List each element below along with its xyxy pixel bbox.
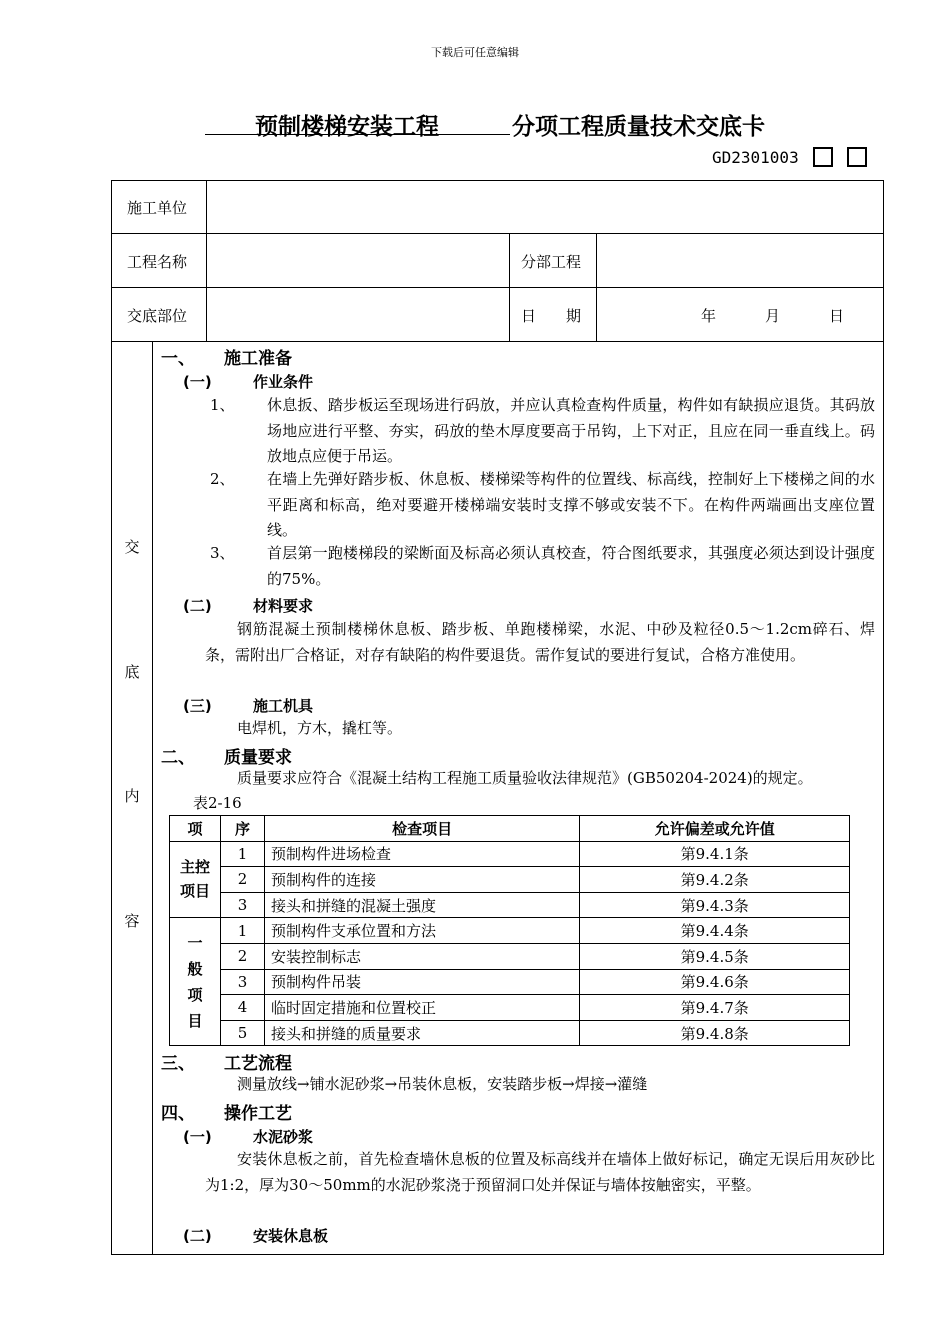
header-seq: 序 [220, 816, 264, 842]
cell-item: 接头和拼缝的混凝土强度 [264, 892, 579, 918]
table-row [170, 969, 850, 995]
cell-seq: 3 [220, 892, 264, 918]
date-day-label: 日 [829, 307, 845, 325]
row-divider [111, 341, 884, 342]
section-1-title: 施工准备 [224, 349, 292, 369]
subsection-4b-title: 安装休息板 [253, 1227, 329, 1245]
section-2-title: 质量要求 [224, 748, 292, 768]
section-2-text: 质量要求应符合《混凝土结构工程施工质量验收法律规范》(GB50204-2024)的规定。 [237, 769, 813, 787]
section-3-number: 三、 [161, 1054, 195, 1074]
checkbox-1[interactable] [813, 147, 833, 167]
table-caption: 表2-16 [193, 794, 242, 812]
group-general-label: 一般项目 [187, 933, 203, 1030]
table-row [170, 1020, 850, 1046]
table-row [170, 867, 850, 893]
cell-seq: 2 [220, 867, 264, 893]
cell-seq: 1 [220, 841, 264, 867]
cell-item: 接头和拼缝的质量要求 [264, 1020, 579, 1046]
cell-item: 预制构件的连接 [264, 867, 579, 893]
cell-item: 预制构件吊装 [264, 969, 579, 995]
cell-value: 第9.4.6条 [580, 969, 850, 995]
download-note: 下载后可任意编辑 [431, 46, 519, 59]
subsection-1c-number: (三) [183, 697, 212, 715]
item-2-text: 在墙上先弹好踏步板、休息板、楼梯梁等构件的位置线、标高线，控制好上下楼梯之间的水平距离和标高，绝对要避开楼梯端安装时支撑不够或安装不下。在构件两端画出支座位置线。 [267, 470, 875, 539]
col-divider [596, 233, 597, 341]
side-column-divider [152, 341, 153, 1255]
item-3-text: 首层第一跑楼梯段的梁断面及标高必须认真校查，符合图纸要求，其强度必须达到设计强度的75%。 [267, 544, 875, 588]
cell-seq: 2 [220, 943, 264, 969]
title-project-name: 预制楼梯安装工程 [255, 114, 439, 140]
cell-seq: 3 [220, 969, 264, 995]
col-divider [509, 233, 510, 341]
subsection-1a-number: (一) [183, 373, 212, 391]
group-general [170, 918, 221, 1046]
subsection-1a-title: 作业条件 [253, 373, 314, 391]
side-label-char: 容 [124, 912, 140, 930]
cell-seq: 5 [220, 1020, 264, 1046]
subsection-4a-number: (一) [183, 1128, 212, 1146]
cell-value: 第9.4.3条 [580, 892, 850, 918]
side-label-char: 底 [124, 663, 140, 681]
cell-seq: 1 [220, 918, 264, 944]
construction-unit-label: 施工单位 [127, 199, 188, 217]
cell-seq: 4 [220, 995, 264, 1021]
cell-item: 临时固定措施和位置校正 [264, 995, 579, 1021]
date-month-label: 月 [765, 307, 781, 325]
group-main-control [170, 841, 221, 918]
cell-value: 第9.4.7条 [580, 995, 850, 1021]
table-row [170, 841, 850, 867]
subsection-1b-title: 材料要求 [253, 597, 314, 615]
subsection-1b-number: (二) [183, 597, 212, 615]
table-row [170, 918, 850, 944]
date-year-label: 年 [701, 307, 717, 325]
section-1-number: 一、 [161, 349, 195, 369]
section-3-text: 测量放线→铺水泥砂浆→吊装休息板，安装踏步板→焊接→灌缝 [237, 1075, 648, 1093]
row-divider [111, 233, 884, 234]
subsection-4a-text: 安装休息板之前，首先检查墙休息板的位置及标高线并在墙体上做好标记，确定无误后用灰砂比为1:2，厚为30～50mm的水泥砂浆浇于预留洞口处并保证与墙体按触密实，平整。 [205, 1150, 875, 1194]
side-label-char: 内 [124, 787, 140, 805]
header-item: 检查项目 [264, 816, 579, 842]
subsection-1b-text: 钢筋混凝土预制楼梯休息板、踏步板、单跑楼梯梁，水泥、中砂及粒径0.5～1.2cm碎石、焊条，需附出厂合格证，对存有缺陷的构件要退货。需作复试的要进行复试，合格方准使用。 [205, 620, 875, 664]
table-header-row [170, 816, 850, 842]
item-3-number: 3、 [210, 544, 235, 562]
section-4-number: 四、 [161, 1104, 195, 1124]
subsection-4a-title: 水泥砂浆 [253, 1128, 314, 1146]
subsection-4b-number: (二) [183, 1227, 212, 1245]
group-main-label: 主控项目 [179, 858, 210, 901]
cell-value: 第9.4.8条 [580, 1020, 850, 1046]
checkbox-2[interactable] [847, 147, 867, 167]
title-suffix: 分项工程质量技术交底卡 [512, 114, 765, 140]
cell-item: 安装控制标志 [264, 943, 579, 969]
date-label: 日 期 [521, 307, 582, 325]
table-row [170, 892, 850, 918]
section-2-number: 二、 [161, 748, 195, 768]
cell-value: 第9.4.4条 [580, 918, 850, 944]
cell-item: 预制构件进场检查 [264, 841, 579, 867]
subsection-1c-title: 施工机具 [253, 697, 314, 715]
item-1-number: 1、 [210, 396, 235, 414]
subsection-1c-text: 电焊机，方木，撬杠等。 [237, 719, 403, 737]
cell-value: 第9.4.1条 [580, 841, 850, 867]
item-2-number: 2、 [210, 470, 235, 488]
side-label-char: 交 [124, 538, 140, 556]
cell-value: 第9.4.5条 [580, 943, 850, 969]
section-4-title: 操作工艺 [224, 1104, 292, 1124]
section-3-title: 工艺流程 [224, 1054, 292, 1074]
cell-value: 第9.4.2条 [580, 867, 850, 893]
cell-item: 预制构件支承位置和方法 [264, 918, 579, 944]
disclosure-part-label: 交底部位 [127, 307, 188, 325]
item-1-text: 休息扳、踏步板运至现场进行码放，并应认真检查构件质量，构件如有缺损应退货。其码放场地应进行平整、夯实，码放的垫木厚度要高于吊钩，上下对正，且应在同一垂直线上。码放地点应便于吊运。 [267, 396, 875, 465]
table-row [170, 995, 850, 1021]
project-name-label: 工程名称 [127, 253, 188, 271]
quality-table [169, 815, 850, 1046]
col-divider [206, 180, 207, 341]
table-row [170, 943, 850, 969]
sub-project-label: 分部工程 [521, 253, 582, 271]
row-divider [111, 287, 884, 288]
header-category: 项 [170, 816, 221, 842]
document-code: GD2301003 [712, 148, 799, 167]
header-value: 允许偏差或允许值 [580, 816, 850, 842]
